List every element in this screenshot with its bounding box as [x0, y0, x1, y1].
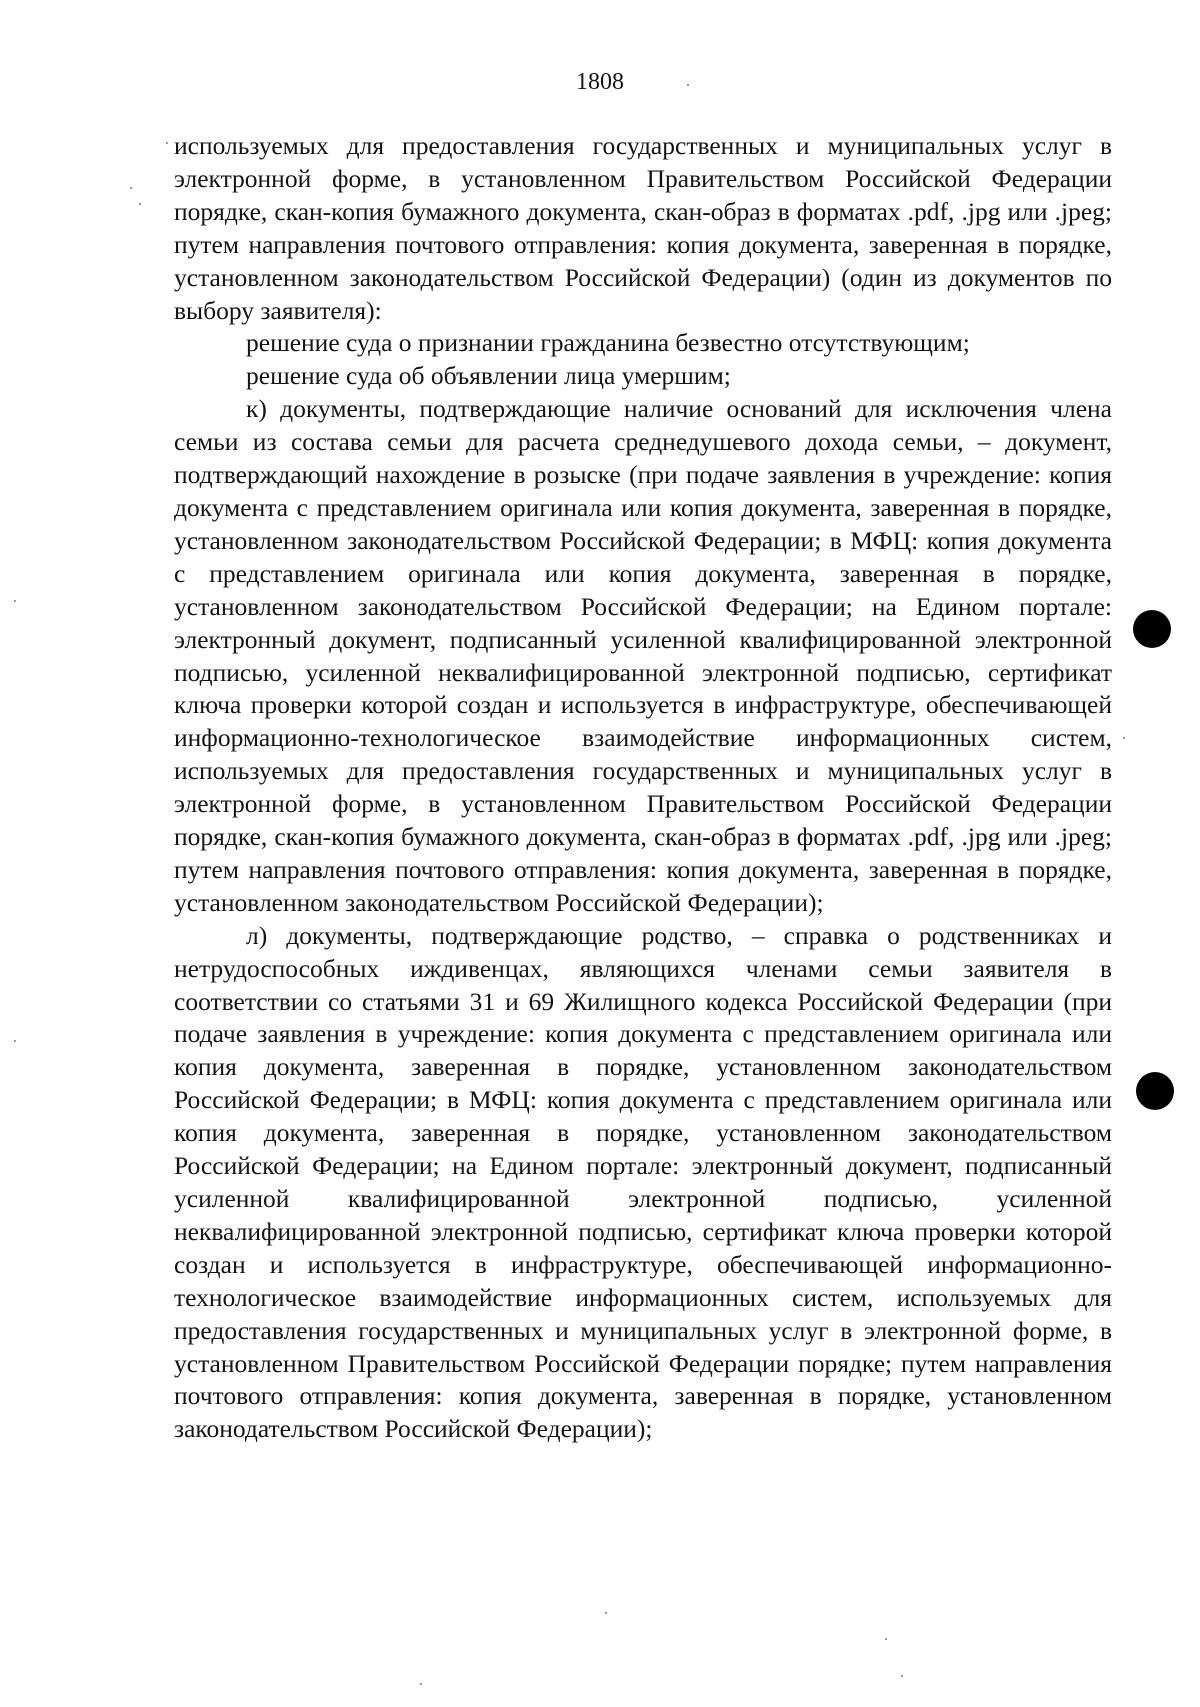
scan-speck — [166, 142, 168, 144]
scan-speck — [901, 1675, 903, 1677]
scan-speck — [139, 203, 141, 205]
scan-speck — [605, 1612, 607, 1614]
scan-speck — [420, 1683, 422, 1685]
scan-speck — [14, 1040, 16, 1042]
scan-speck — [885, 1638, 887, 1640]
paragraph-court-decision-missing: решение суда о признании гражданина безвестно отсутствующим; — [246, 328, 970, 358]
paragraph-item-l: л) документы, подтверждающие родство, – справка о родственниках и нетрудоспособных иждивенцах, являющихся членами семьи заявителя в соответствии со статьями 31 и 69 Жилищного кодекса Российской Федерации (при подаче заявления в учреждение: копия документа с представлением оригинала или копия документа, заверенная в порядке, установленном законодательством Российской Федерации; в МФЦ: копия документа с представлением оригинала или копия документа, заверенная в порядке, установленном законодательством Российской Федерации; на Едином портале: электронный документ, подписанный усиленной квалифицированной электронной подписью, усиленной неквалифицированной электронной подписью, сертификат ключа проверки которой создан и используется в инфраструктуре, обеспечивающей информационно-технологическое взаимодействие информационных систем, используемых для предоставления государственных и муниципальных услуг в электронной форме, в установленном Правительством Российской Федерации порядке; путем направления почтового отправления: копия документа, заверенная в порядке, установленном законодательством Российской Федерации); — [174, 920, 1112, 1444]
page-number: 1808 — [576, 69, 624, 95]
hole-punch-mark — [1133, 610, 1171, 648]
document-body — [174, 130, 1112, 1446]
scan-speck — [130, 187, 132, 189]
hole-punch-mark — [1136, 1072, 1174, 1110]
paragraph-item-k: к) документы, подтверждающие наличие оснований для исключения члена семьи из состава семьи для расчета среднедушевого дохода семьи, – документ, подтверждающий нахождение в розыске (при подаче заявления в учреждение: копия документа с представлением оригинала или копия документа, заверенная в порядке, установленном законодательством Российской Федерации; в МФЦ: копия документа с представлением оригинала или копия документа, заверенная в порядке, установленном законодательством Российской Федерации; на Едином портале: электронный документ, подписанный усиленной квалифицированной электронной подписью, усиленной неквалифицированной электронной подписью, сертификат ключа проверки которой создан и используется в инфраструктуре, обеспечивающей информационно-технологическое взаимодействие информационных систем, используемых для предоставления государственных и муниципальных услуг в электронной форме, в установленном Правительством Российской Федерации порядке, скан-копия бумажного документа, скан-образ в форматах .pdf, .jpg или .jpeg; путем направления почтового отправления: копия документа, заверенная в порядке, установленном законодательством Российской Федерации); — [174, 394, 1112, 917]
paragraph-continuation: используемых для предоставления государственных и муниципальных услуг в электронной форме, в установленном Правительством Российской Федерации порядке, скан-копия бумажного документа, скан-образ в форматах .pdf, .jpg или .jpeg; путем направления почтового отправления: копия документа, заверенная в порядке, установленном законодательством Российской Федерации) (один из документов по выбору заявителя): — [174, 131, 1112, 325]
scan-speck — [687, 84, 689, 86]
paragraph-court-decision-deceased: решение суда об объявлении лица умершим; — [246, 361, 731, 391]
scan-speck — [14, 600, 16, 602]
scan-speck — [1123, 737, 1125, 739]
